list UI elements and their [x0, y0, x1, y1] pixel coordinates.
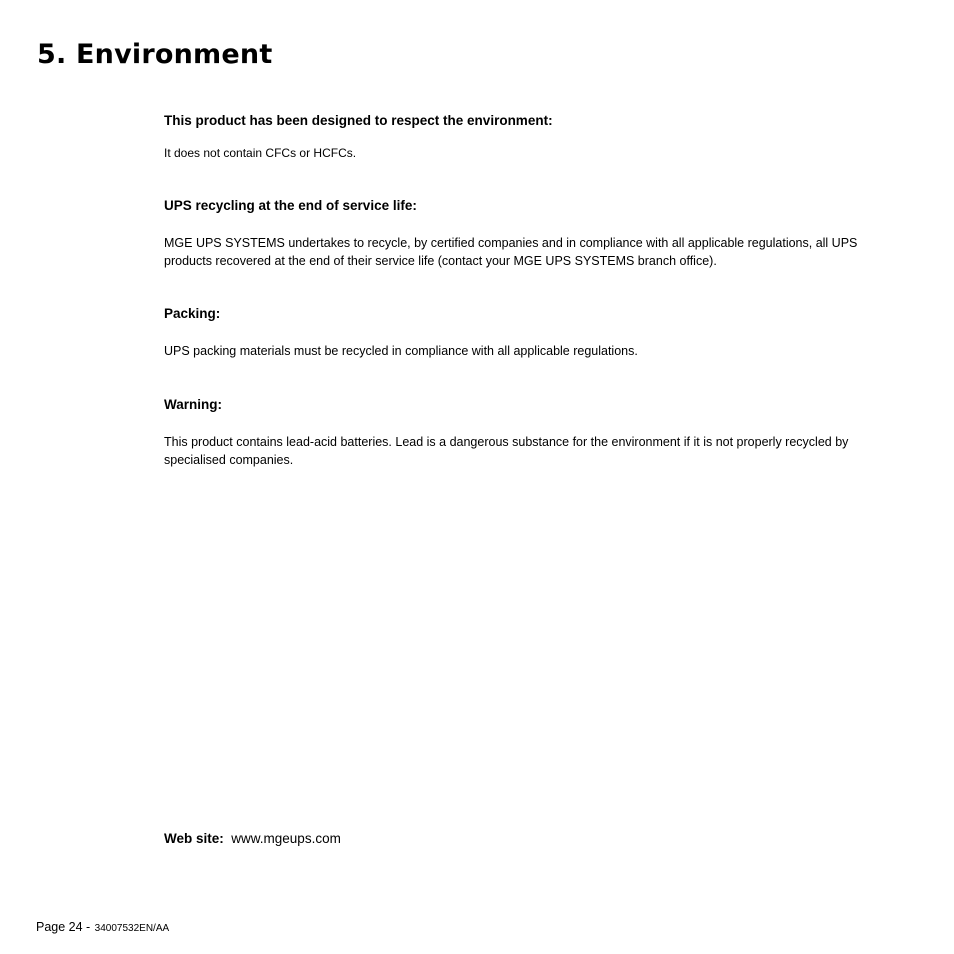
website-line	[164, 830, 341, 848]
section-text-packing: UPS packing materials must be recycled in compliance with all applicable regulations.	[164, 344, 638, 358]
section-heading-environment-design: This product has been designed to respect the environment:	[164, 113, 553, 128]
page-number: Page 24 -	[36, 920, 91, 934]
section-text-recycling: MGE UPS SYSTEMS undertakes to recycle, by certified companies and in compliance with all applicable regulations, all UPS products recovered at the end of their service life (contact your MGE UPS SYSTEMS branch office).	[164, 236, 858, 268]
website-label: Web site:	[164, 831, 224, 846]
section-heading-recycling: UPS recycling at the end of service life:	[164, 198, 417, 213]
page-footer	[36, 919, 169, 937]
website-url: www.mgeups.com	[231, 831, 341, 846]
document-reference: 34007532EN/AA	[94, 923, 170, 934]
section-heading-warning: Warning:	[164, 397, 222, 412]
section-text-environment-design: It does not contain CFCs or HCFCs.	[164, 146, 357, 160]
section-text-warning: This product contains lead-acid batteries. Lead is a dangerous substance for the environment if it is not properly recycled by specialised companies.	[164, 435, 849, 467]
section-heading-packing: Packing:	[164, 306, 221, 321]
page-title: 5. Environment	[37, 39, 273, 70]
